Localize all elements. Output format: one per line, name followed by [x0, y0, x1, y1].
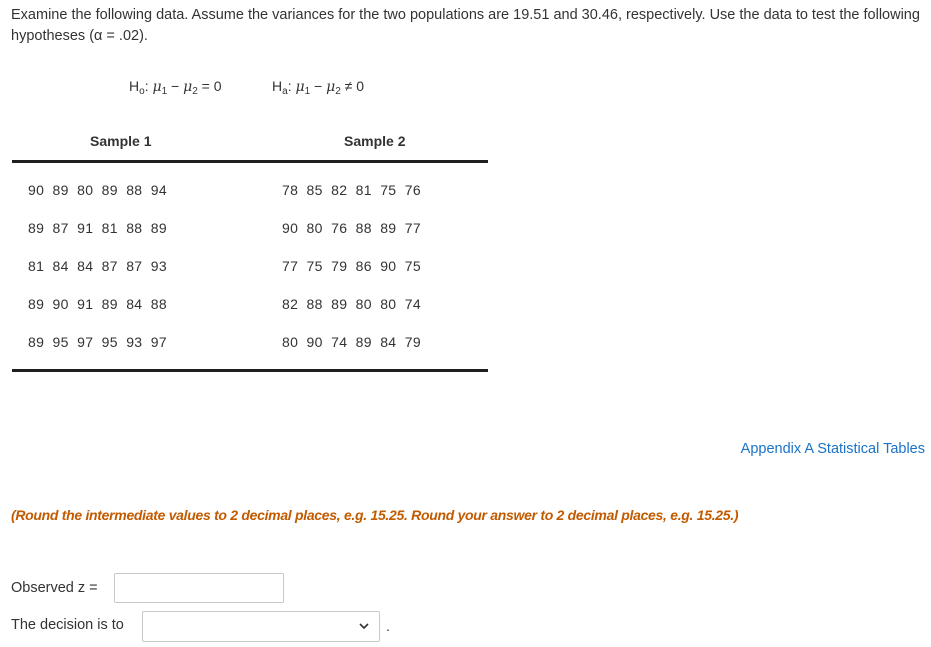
sample1-row: 90 89 80 89 88 94: [28, 182, 167, 198]
h0-eq: = 0: [197, 78, 222, 94]
sample2-row: 90 80 76 88 89 77: [282, 220, 421, 236]
ha-h: H: [272, 78, 283, 94]
sample2-row: 78 85 82 81 75 76: [282, 182, 421, 198]
h0-sub1: 1: [161, 86, 168, 97]
h0-h: H: [129, 78, 140, 94]
ha-sub2: 2: [335, 86, 341, 97]
ha-sub1: 1: [304, 86, 311, 97]
h0-sub2: 2: [192, 86, 198, 97]
ha-mu2: μ: [326, 79, 336, 95]
sample1-row: 81 84 84 87 87 93: [28, 258, 167, 274]
ha-mu1: μ: [295, 79, 305, 95]
table-bottom-rule: [12, 369, 488, 372]
observed-z-input[interactable]: [114, 573, 284, 603]
sample2-row: 82 88 89 80 80 74: [282, 296, 421, 312]
h0-mu2: μ: [183, 79, 193, 95]
h0-mu1: μ: [152, 79, 162, 95]
ha-sub: a: [282, 86, 288, 97]
h0-sub: o: [139, 86, 145, 97]
sample1-header: Sample 1: [90, 133, 152, 149]
appendix-link[interactable]: Appendix A Statistical Tables: [740, 441, 925, 457]
h0-minus: −: [167, 78, 184, 94]
sample1-row: 89 90 91 89 84 88: [28, 296, 167, 312]
question-intro: Examine the following data. Assume the variances for the two populations are 19.51 and 30.46, respectively. Use the data to test the following hypotheses (α = .02).: [11, 7, 920, 44]
sample1-row: 89 87 91 81 88 89: [28, 220, 167, 236]
alternative-hypothesis: $H_a$: $\mu_1 - \mu_2 \ne 0$: [272, 78, 365, 97]
rounding-instructions: (Round the intermediate values to 2 decimal places, e.g. 15.25. Round your answer to 2 decimal places, e.g. 15.25.): [11, 507, 739, 523]
sample2-row: 77 75 79 86 90 75: [282, 258, 421, 274]
trailing-period: .: [386, 618, 390, 634]
sample1-row: 89 95 97 95 93 97: [28, 334, 167, 350]
sample2-row: 80 90 74 89 84 79: [282, 334, 421, 350]
ha-ne: ≠ 0: [340, 78, 365, 94]
sample2-header: Sample 2: [344, 133, 406, 149]
decision-select[interactable]: [142, 611, 380, 642]
observed-z-label: Observed z =: [11, 580, 98, 596]
null-hypothesis: $H_o$: $\mu_1 - \mu_2 = 0$: [129, 78, 222, 97]
chevron-down-icon: [358, 620, 370, 632]
table-top-rule: [12, 160, 488, 163]
decision-label: The decision is to: [11, 617, 124, 633]
ha-minus: −: [310, 78, 327, 94]
